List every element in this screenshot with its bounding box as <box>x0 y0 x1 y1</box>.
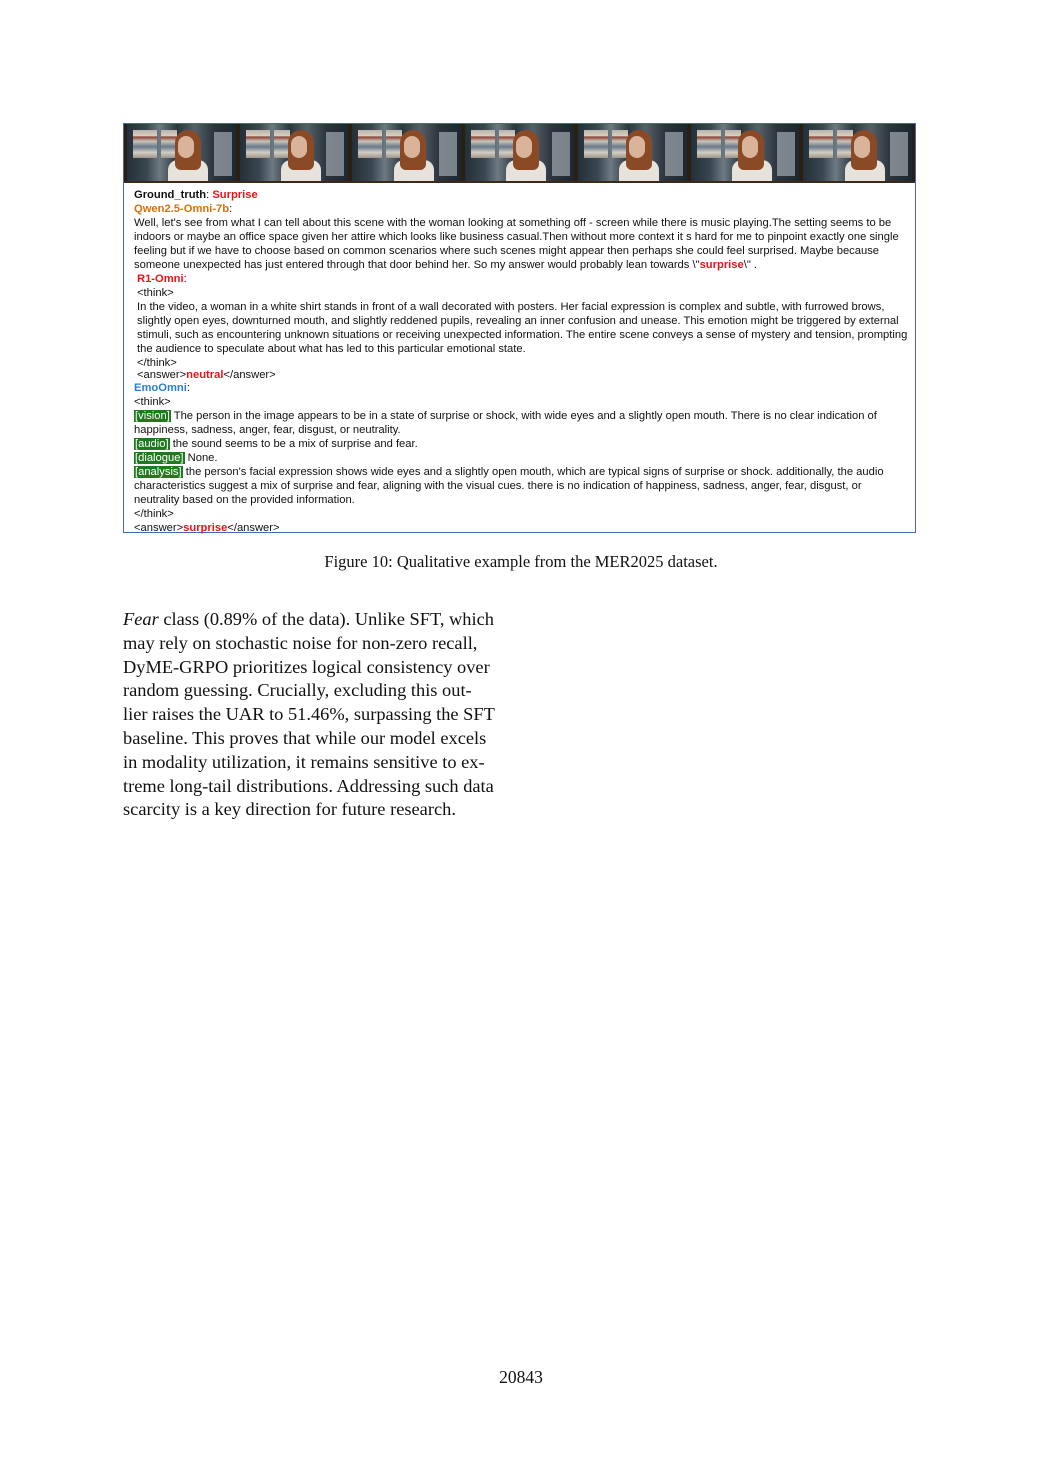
analysis-text: the person's facial expression shows wide eyes and a slightly open mouth, which are typical signs of surprise or shock. additionally, the audio characteristics suggest a mix of surprise and fear, aligning with the visual cues. there is no indication of happiness, sadness, anger, fear, disgust, or neutrality based on the provided information. <box>134 466 884 506</box>
body-line: baseline. This proves that while our model excels <box>123 727 487 748</box>
ground-truth-value: Surprise <box>212 189 258 201</box>
video-frame <box>240 124 349 181</box>
body-line: random guessing. Crucially, excluding this out- <box>123 680 472 701</box>
emo-answer-line <box>134 521 909 535</box>
dialogue-text: None. <box>184 452 218 464</box>
body-line: DyME-GRPO prioritizes logical consistency over <box>123 656 490 677</box>
analysis-tag: [analysis] <box>135 466 182 478</box>
figure-caption: Figure 10: Qualitative example from the MER2025 dataset. <box>324 552 718 571</box>
body-line: lier raises the UAR to 51.46%, surpassing the SFT <box>123 704 495 725</box>
body-paragraph <box>123 608 509 822</box>
qwen-text-end: \" . <box>743 259 758 271</box>
r1-answer-close: </answer> <box>223 369 276 381</box>
emo-think-close: </think> <box>134 508 174 520</box>
r1-answer-line <box>134 370 909 381</box>
emo-label: EmoOmni <box>134 382 187 394</box>
video-frame <box>803 124 912 181</box>
r1-label: R1-Omni <box>137 273 184 285</box>
qwen-answer: surprise <box>699 259 744 271</box>
r1-response: In the video, a woman in a white shirt stands in front of a wall decorated with posters. Her facial expression is complex and subtle, with furrowed brows, slightly open eyes, downturned mouth, and slightly reddened pupils, revealing an inner confusion and unease. This emotion might be triggered by external stimuli, such as encountering unknown situations or receiving unexpected information. The entire scene conveys a sense of mystery and tension, prompting the audience to speculate about what has led to this particular emotional state. <box>137 301 908 355</box>
emo-answer: surprise <box>183 522 228 534</box>
vision-tag: [vision] <box>135 410 170 422</box>
emo-dialogue <box>134 451 909 465</box>
emo-think-open: <think> <box>134 396 171 408</box>
body-line: in modality utilization, it remains sensitive to ex- <box>123 751 485 772</box>
fear-word: Fear <box>123 609 159 629</box>
r1-think-open: <think> <box>137 287 174 299</box>
body-line <box>123 608 509 632</box>
emo-vision <box>134 409 909 437</box>
qwen-response <box>134 216 909 272</box>
emo-answer-close: </answer> <box>227 522 280 534</box>
qwen-label-line: Qwen2.5-Omni-7b: <box>134 203 233 215</box>
page-number: 20843 <box>499 1367 543 1387</box>
emo-analysis <box>134 465 909 507</box>
video-frame <box>127 124 236 181</box>
video-frame <box>465 124 574 181</box>
emo-audio <box>134 437 909 451</box>
video-frame <box>691 124 800 181</box>
ground-truth-label: Ground_truth <box>134 189 207 201</box>
audio-text: the sound seems to be a mix of surprise and fear. <box>169 438 418 450</box>
r1-label-line: R1-Omni: <box>137 273 187 285</box>
body-line-text: class (0.89% of the data). Unlike SFT, which <box>158 609 494 629</box>
video-frame <box>352 124 461 181</box>
r1-think-close: </think> <box>137 357 177 369</box>
emo-answer-open: <answer> <box>134 522 184 534</box>
r1-answer: neutral <box>186 369 224 381</box>
r1-answer-open: <answer> <box>137 369 187 381</box>
qualitative-figure <box>123 123 916 533</box>
vision-text: The person in the image appears to be in a state of surprise or shock, with wide eyes and a slightly open mouth. There is no clear indication of happiness, sadness, anger, fear, disgust, or neutrality. <box>134 410 877 436</box>
emo-label-line: EmoOmni: <box>134 382 190 394</box>
ground-truth-line: Ground_truth: Surprise <box>134 189 258 201</box>
video-frames-strip <box>124 124 915 183</box>
body-line: may rely on stochastic noise for non-zero recall, <box>123 632 478 653</box>
video-frame <box>578 124 687 181</box>
qwen-label: Qwen2.5-Omni-7b <box>134 203 230 215</box>
body-line: treme long-tail distributions. Addressing such data <box>123 775 494 796</box>
figure-text <box>134 188 909 535</box>
body-line: scarcity is a key direction for future research. <box>123 799 456 820</box>
audio-tag: [audio] <box>135 438 169 450</box>
qwen-text: Well, let's see from what I can tell about this scene with the woman looking at something off - screen while there is music playing.The setting seems to be indoors or maybe an office space given her attire which looks like business casual.Then without more context it s hard for me to pinpoint exactly one single feeling but if we have to choose based on common scenarios where such scenes might appear then perhaps she could feel surprised. Maybe because someone unexpected has just entered through that door behind her. So my answer would probably lean towards \" <box>134 217 899 271</box>
dialogue-tag: [dialogue] <box>135 452 184 464</box>
